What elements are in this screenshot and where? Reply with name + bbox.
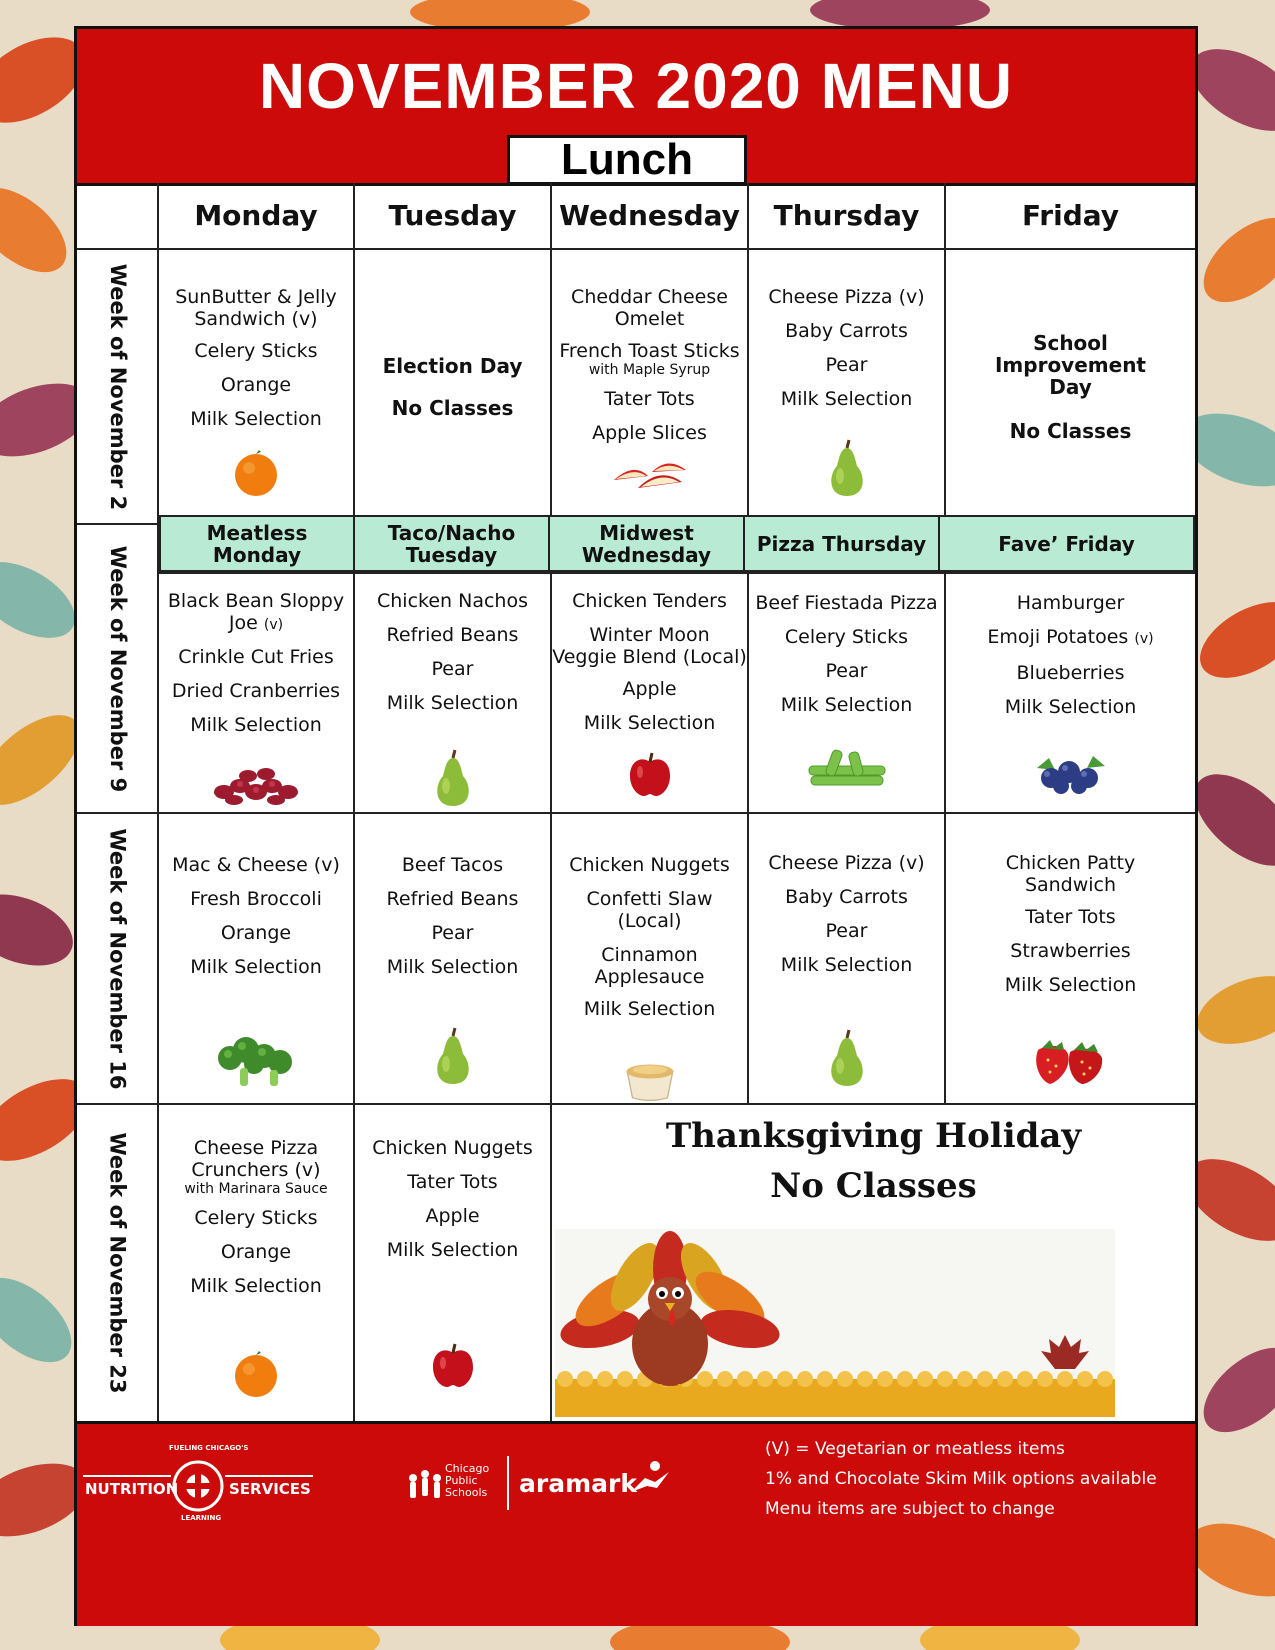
applesauce-cup-icon (618, 1054, 682, 1103)
day-header-wednesday: Wednesday (559, 199, 740, 232)
blueberries-icon (1033, 748, 1109, 794)
week-label-nov-16: Week of November 16 (106, 827, 131, 1090)
week-label-nov-2: Week of November 2 (106, 263, 131, 510)
menu-cell-nov2-monday: SunButter & Jelly Sandwich (v) Celery Sticks Orange Milk Selection (159, 250, 353, 515)
day-header-monday: Monday (194, 199, 318, 232)
menu-cell-nov16-thursday: Cheese Pizza (v) Baby Carrots Pear Milk Selection (749, 814, 944, 1103)
svg-text:SERVICES: SERVICES (229, 1480, 311, 1498)
svg-text:Schools: Schools (445, 1486, 488, 1499)
day-header-thursday: Thursday (773, 199, 920, 232)
menu-cell-nov9-friday: Hamburger Emoji Potatoes (v) Blueberries Milk Selection (946, 574, 1195, 812)
week-label-nov-9: Week of November 9 (106, 545, 131, 792)
theme-midwest-wednesday: Midwest Wednesday (548, 515, 745, 572)
meal-label: Lunch (507, 135, 747, 185)
header-banner (77, 29, 1195, 186)
menu-cell-nov16-wednesday: Chicken Nuggets Confetti Slaw (Local) Cinnamon Applesauce Milk Selection (552, 814, 747, 1103)
day-header-tuesday: Tuesday (388, 199, 517, 232)
footer-notes: (V) = Vegetarian or meatless items 1% and Chocolate Skim Milk options available Menu items are subject to change (765, 1439, 1157, 1519)
menu-cell-nov9-wednesday: Chicken Tenders Winter Moon Veggie Blend (Local) Apple Milk Selection (552, 574, 747, 812)
orange-icon (231, 1349, 281, 1399)
menu-cell-nov23-tuesday: Chicken Nuggets Tater Tots Apple Milk Selection (355, 1105, 550, 1421)
svg-text:Public: Public (445, 1474, 478, 1487)
svg-text:FUELING CHICAGO'S: FUELING CHICAGO'S (169, 1444, 249, 1452)
menu-cell-nov2-thursday: Cheese Pizza (v) Baby Carrots Pear Milk Selection (749, 250, 944, 523)
menu-cell-nov9-thursday: Beef Fiestada Pizza Celery Sticks Pear Milk Selection (749, 574, 944, 812)
strawberries-icon (1030, 1036, 1112, 1086)
orange-icon (231, 448, 281, 498)
cps-aramark-logos (403, 1448, 673, 1518)
celery-sticks-icon (807, 746, 887, 790)
pear-icon (431, 1026, 475, 1088)
apple-icon (431, 1341, 475, 1389)
svg-text:Chicago: Chicago (445, 1462, 490, 1475)
theme-fave-friday: Fave’ Friday (938, 515, 1195, 572)
pear-icon (825, 1028, 869, 1090)
apple-icon (628, 750, 672, 798)
footer (77, 1421, 1195, 1626)
dried-cranberries-icon (210, 762, 302, 806)
broccoli-icon (214, 1036, 298, 1088)
menu-cell-nov9-monday: Black Bean Sloppy Joe (v) Crinkle Cut Fries Dried Cranberries Milk Selection (159, 574, 353, 812)
menu-cell-nov2-wednesday: Cheddar Cheese Omelet French Toast Sticks with Maple Syrup Tater Tots Apple Slices (552, 250, 747, 523)
menu-cell-nov16-tuesday: Beef Tacos Refried Beans Pear Milk Selection (355, 814, 550, 1103)
menu-cell-nov9-tuesday: Chicken Nachos Refried Beans Pear Milk Selection (355, 574, 550, 812)
pear-icon (825, 438, 869, 500)
svg-text:NUTRITION: NUTRITION (85, 1480, 179, 1498)
menu-cell-nov16-friday: Chicken Patty Sandwich Tater Tots Strawberries Milk Selection (946, 814, 1195, 1103)
day-header-friday: Friday (1021, 199, 1120, 232)
turkey-illustration (555, 1229, 1115, 1417)
week-label-nov-23: Week of November 23 (106, 1132, 131, 1394)
pear-icon (431, 748, 475, 810)
menu-frame (74, 26, 1198, 1626)
svg-text:LEARNING: LEARNING (181, 1514, 222, 1522)
page-title: NOVEMBER 2020 MENU (258, 50, 1014, 122)
menu-cell-nov2-tuesday: Election Day No Classes (382, 353, 523, 420)
thanksgiving-notice: Thanksgiving Holiday No Classes (665, 1116, 1082, 1206)
nutrition-services-logo (83, 1442, 313, 1522)
menu-cell-nov23-monday: Cheese Pizza Crunchers (v) with Marinara Sauce Celery Sticks Orange Milk Selection (159, 1105, 353, 1421)
theme-pizza-thursday: Pizza Thursday (743, 515, 940, 572)
theme-meatless-monday: Meatless Monday (159, 515, 355, 572)
menu-cell-nov2-friday: School Improvement Day No Classes (994, 330, 1146, 443)
apple-slices-icon (608, 456, 692, 498)
menu-cell-nov16-monday: Mac & Cheese (v) Fresh Broccoli Orange Milk Selection (159, 814, 353, 1103)
theme-taco-nacho-tuesday: Taco/Nacho Tuesday (353, 515, 550, 572)
svg-text:aramark: aramark (519, 1469, 637, 1498)
